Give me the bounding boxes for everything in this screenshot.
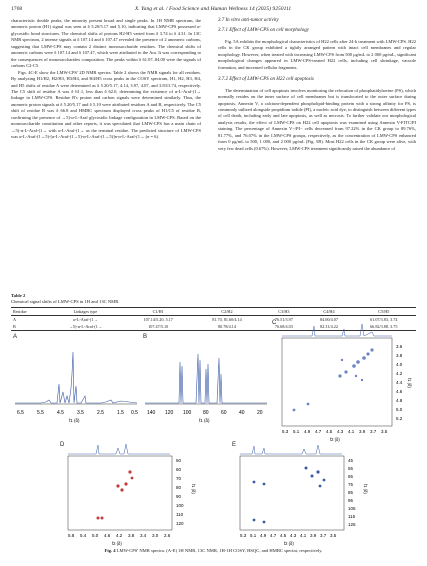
panel-e-hmbc — [232, 442, 382, 548]
cross-peak — [319, 485, 322, 488]
tick-label: 3.9 — [310, 533, 317, 538]
tick-label: 4.1 — [300, 533, 307, 538]
paragraph-apoptosis: The determination of cell apoptosis involves monitoring the relocation of phosphatidylserine (PS), which normally resides on the inner surface of cell membranes but is translocated to the outer surface during apoptosis. Annexin V, a calcium-dependent phospholipid-binding protein with a strong affinity for PS, is commonly utilized alongside propidium iodide (PI), a nucleic acid dye, to distinguish between different types of cell death, including early and late apoptosis, as well as necrosis. To further validate our morphological analysis results, the effect of LMW-CPS on H22 cell apoptosis was examined using Annexin V-FITC/PI staining. The percentage of Annexin V−/PI− cells decreased from 97.22% in the CK group to 89.76%, 81.77%, and 76.07% in the LMW-CPS groups, respectively, as the concentration of LMW-CPS enhanced from 0 μg/mL to 500, 1 000, and 2 000 μg/mL (Fig. 5B). Most H22 cells in the CK group were alive, with very few dead cells (0.67%). However, LMW-CPS treatment significantly raised the abundance of — [218, 87, 416, 151]
tick-label: 5.0 — [92, 533, 99, 538]
tick-label: 4.5 — [57, 410, 64, 416]
cross-peak — [263, 483, 266, 486]
section-heading-3-7-2: 3.7.2 Effect of LMW-CPS on H22 cell apoptosis — [218, 77, 314, 83]
axis-label: f2 (δ) — [112, 541, 122, 546]
tick-label: 85 — [348, 490, 354, 495]
cross-peak — [362, 356, 366, 360]
tick-label: 3.8 — [128, 533, 135, 538]
table-title: Chemical signal shifts of LMW-CPS in 1H and 13C NMR. — [11, 299, 120, 304]
tick-label: 4.7 — [270, 533, 277, 538]
panel-b-13c-nmr — [141, 334, 271, 434]
contour-peaks — [293, 348, 374, 411]
right-column — [218, 18, 416, 152]
tick-label: 3.7 — [370, 429, 377, 434]
journal-reference: X. Yang et al. / Food Science and Human Wellness 14 (2025) 9250111 — [134, 6, 292, 12]
panel-label: D — [60, 442, 65, 448]
cross-peak — [341, 359, 343, 361]
tick-label: 40 — [239, 410, 245, 416]
cross-peak — [366, 352, 369, 355]
page-number: 1768 — [11, 6, 23, 12]
cross-peak — [128, 470, 131, 473]
cross-peak — [131, 477, 134, 480]
tick-label: 3.4 — [140, 533, 147, 538]
table-cell: 82.31/4.22 — [306, 323, 351, 331]
tick-label: 4.5 — [280, 533, 287, 538]
table-header-cell: Residue — [11, 308, 47, 316]
hsqc-contour-plot — [60, 442, 210, 548]
projection-trace — [282, 324, 392, 336]
tick-label: 4.2 — [396, 371, 403, 376]
contour-peaks — [253, 467, 326, 524]
table-caption — [11, 293, 416, 305]
tick-label: 120 — [165, 410, 174, 416]
spectrum-1h-plot — [11, 334, 141, 434]
tick-label: 115 — [348, 514, 356, 519]
tick-label: 5.1 — [293, 429, 300, 434]
cross-peak — [356, 360, 360, 364]
panel-d-hsqc — [60, 442, 210, 548]
plot-frame — [68, 456, 172, 530]
tick-label: 0.5 — [131, 410, 138, 416]
left-column — [11, 18, 201, 141]
contour-peaks — [97, 470, 134, 519]
tick-label: 80 — [176, 485, 182, 490]
section-heading-3-7: 3.7 In vitro anti-tumor activity — [218, 18, 279, 23]
tick-label: 105 — [348, 506, 356, 511]
table-cell: B — [11, 323, 47, 331]
axis-label: f1 (δ) — [69, 418, 80, 423]
cross-peak — [124, 482, 127, 485]
tick-label: 90 — [176, 494, 182, 499]
axis-label: f1 (δ) — [363, 484, 368, 494]
tick-label: 95 — [348, 498, 354, 503]
table-header-cell: C5/H5 — [352, 308, 417, 316]
table-cell: 81.70, 81.60/4.14 — [212, 317, 242, 322]
figure-caption — [0, 548, 427, 553]
table-label: Table 2 — [11, 293, 26, 298]
spectrum-trace — [15, 352, 137, 403]
cross-peak — [253, 519, 256, 522]
table-header-cell: C2/H2 — [193, 308, 262, 316]
x-ticks — [17, 410, 138, 416]
tick-label: 4.4 — [396, 380, 403, 385]
table-header-cell: Linkages type — [47, 308, 124, 316]
tick-label: 4.3 — [290, 533, 297, 538]
tick-label: 5.4 — [80, 533, 87, 538]
tick-label: 4.8 — [396, 398, 403, 403]
paragraph-1h-13c: characteristic double peaks, the minority present broad and single peaks. In 1H NMR spectrum, the anomeric proton (H1) signal was seen at δ 5.20/5.17 and 5.10, indicating that LMW-CPS possessed α-glycosidic bond structures. The chemical shifts of protons H2-H5 varied from δ 3.74 to δ 4.31. In 13C NMR spectrum, 2 intense signals at δ 107.14 and δ 107.47 revealed the presence of 2 anomeric carbons, suggesting that LMW-CPS may contain 2 distinct monosaccharide residues. The chemical shifts of anomeric carbons were δ 107.14 and δ 107.47, which were attributed to the Ara. It was corresponding to the consequences of monosaccharides composition. The peaks within δ 61.07–84.00 were the signals of carbons C2-C5. — [11, 18, 201, 69]
tick-label: 125 — [348, 522, 356, 527]
tick-label: 5.1 — [250, 533, 257, 538]
spectrum-13c-plot — [141, 334, 271, 434]
y-ticks — [396, 344, 403, 421]
tick-label: 2.5 — [97, 410, 104, 416]
cross-peak — [120, 488, 123, 491]
tick-label: 6.5 — [17, 410, 24, 416]
y-ticks — [176, 458, 184, 526]
x-ticks — [282, 429, 388, 434]
table-cell: 66.82/3.88, 3.75 — [352, 323, 417, 331]
tick-label: 4.3 — [337, 429, 344, 434]
table-header-cell: C4/H4 — [306, 308, 351, 316]
table-cell: α-L-Araf-(1→ — [73, 317, 98, 322]
paragraph-cell-morphology: Fig. 5A exhibits the morphological characteristics of H22 cells after 24-h treatment with LMW-CPS. H22 cells in the CK group exhibited a tightly arranged pattern with intact cell membranes and regular morphology. However, when treated with increasing LMW-CPS from 500 μg/mL to 2 000 μg/mL, significant morphological changes appeared in LMW-CPS-treated H22 cells, including cell shrinkage, vacuole formation, and increased cellular fragments. — [218, 38, 416, 70]
tick-label: 5.3 — [240, 533, 247, 538]
cross-peak — [293, 409, 296, 412]
tick-label: 3.9 — [359, 429, 366, 434]
cross-peak — [323, 479, 326, 482]
tick-label: 75 — [348, 482, 354, 487]
table-cell: 61.07/3.83, 3.74 — [370, 317, 398, 322]
tick-label: 55 — [348, 466, 354, 471]
table-header-cell: C1/H1 — [124, 308, 193, 316]
panel-label: E — [232, 442, 237, 448]
cross-peak — [305, 467, 308, 470]
tick-label: 1.5 — [117, 410, 124, 416]
page-header — [11, 6, 415, 16]
cross-peak — [307, 403, 310, 406]
plot-frame — [240, 456, 344, 530]
panel-c-cosy — [272, 320, 422, 448]
tick-label: 20 — [257, 410, 263, 416]
table-cell: 76.68/4.03 — [261, 323, 306, 331]
tick-label: 3.5 — [330, 533, 337, 538]
section-heading-3-7-1: 3.7.1 Effect of LMW-CPS on cell morphology — [218, 28, 309, 34]
tick-label: 4.1 — [348, 429, 355, 434]
cross-peak — [352, 364, 356, 368]
figure-caption-text: LMW-CPS' NMR spectra. (A-E) 1H NMR, 13C NMR, 1H-1H COSY, HSQC, and HMBC spectra, respectively. — [116, 548, 323, 553]
tick-label: 5.3 — [282, 429, 289, 434]
plot-frame — [282, 338, 392, 426]
axis-label: f1 (δ) — [407, 378, 412, 388]
x-ticks — [147, 410, 263, 416]
cross-peak — [316, 470, 319, 473]
tick-label: 3.0 — [152, 533, 159, 538]
cross-peak — [338, 374, 341, 377]
cross-peak — [253, 481, 256, 484]
tick-label: 5.5 — [37, 410, 44, 416]
axis-label: f1 (δ) — [191, 484, 196, 494]
tick-label: 60 — [176, 467, 182, 472]
projection-trace — [240, 445, 342, 454]
tick-label: 140 — [147, 410, 156, 416]
tick-label: 4.2 — [116, 533, 123, 538]
table-header-cell: C3/H3 — [261, 308, 306, 316]
panel-a-1h-nmr — [11, 334, 141, 434]
table-header-row — [11, 308, 416, 316]
tick-label: 45 — [348, 458, 354, 463]
tick-label: 110 — [176, 512, 184, 517]
table-cell: 80.78/4.14 — [193, 323, 262, 331]
cosy-contour-plot — [272, 320, 422, 448]
tick-label: 4.9 — [260, 533, 267, 538]
table-cell: →5)-α-L-Araf-(1→ — [47, 323, 124, 331]
tick-label: 3.5 — [381, 429, 388, 434]
cross-peak — [361, 379, 363, 381]
tick-label: 70 — [176, 476, 182, 481]
hmbc-contour-plot — [232, 442, 382, 548]
tick-label: 80 — [203, 410, 209, 416]
x-ticks — [68, 533, 171, 538]
tick-label: 50 — [176, 458, 182, 463]
y-ticks — [348, 458, 356, 527]
tick-label: 4.9 — [304, 429, 311, 434]
panel-label: A — [13, 334, 18, 340]
axis-label: f1 (δ) — [199, 418, 210, 423]
tick-label: 3.8 — [396, 353, 403, 358]
projection-trace — [68, 444, 170, 454]
table-cell: 107.14/5.20, 5.17 — [143, 317, 173, 322]
cross-peak — [101, 517, 104, 520]
cross-peak — [344, 370, 347, 373]
figure-label: Fig. 4 — [104, 548, 116, 553]
x-ticks — [240, 533, 337, 538]
tick-label: 65 — [348, 474, 354, 479]
tick-label: 5.2 — [396, 416, 403, 421]
tick-label: 4.7 — [315, 429, 322, 434]
tick-label: 120 — [176, 521, 184, 526]
tick-label: 3.5 — [77, 410, 84, 416]
axis-label: f2 (δ) — [284, 541, 294, 546]
tick-label: 4.5 — [326, 429, 333, 434]
paragraph-2d-nmr: Figs. 4C-E show the LMW-CPS' 2D NMR spectra. Table 2 shows the NMR signals for all residues. By analyzing H1/H2, H2/H3, H3/H4, and H4/H5 cross peaks in the COSY spectrum, H1, H2, H3, H4, and H5 shifts of residue A were determined as δ 5.20/5.17, 4.14, 3.97, 4.07, and 3.83/3.74, respectively. The C5 shift of residue A was δ 61.1, less than δ 62.0, determining the existence of α-L-Araf-(1→ linkage in LMW-CPS. Residue B's proton and carbon signals were determined similarly. Thus, the anomeric proton signals at δ 5.20/5.17 and δ 5.10 were attributed residues A and B, respectively. The C5 shift of residue B was δ 66.8 and HMBC spectrum displayed cross peaks of H1/C5 of residue B, confirming the presence of →5)-α-L-Araf glycosidic linkage configuration in LMW-CPS. Based on the monosaccharide constitution and other reports, it was speculated that LMW-CPS has a main chain of →5)-α-L-Araf-(1→ with α-L-Araf-(1→ as the terminal residue. The predicted structure of LMW-CPS was α-L-Araf-(1→5)-[α-L-Araf-(1→5)-α-L-Araf-(1→5)]n-α-L-Araf-(1→ (n = 6). — [11, 69, 201, 140]
panel-label: C — [272, 320, 277, 326]
tick-label: 60 — [221, 410, 227, 416]
table-cell: 84.00/4.07 — [320, 317, 338, 322]
tick-label: 4.6 — [396, 389, 403, 394]
tick-label: 100 — [183, 410, 192, 416]
cross-peak — [355, 375, 357, 377]
tick-label: 5.0 — [396, 407, 403, 412]
cross-peak — [97, 517, 100, 520]
tick-label: 4.0 — [396, 362, 403, 367]
tick-label: 3.6 — [396, 344, 403, 349]
tick-label: 3.7 — [320, 533, 327, 538]
spectrum-trace — [145, 354, 267, 403]
cross-peak — [311, 475, 314, 478]
tick-label: 5.8 — [68, 533, 75, 538]
cross-peak — [263, 521, 266, 524]
tick-label: 4.6 — [104, 533, 111, 538]
table-cell: A — [13, 317, 17, 322]
cross-peak — [116, 484, 119, 487]
table-cell: 76.51/3.97 — [274, 317, 293, 322]
axis-label: f2 (δ) — [330, 437, 340, 442]
cross-peak — [370, 348, 373, 351]
tick-label: 2.6 — [164, 533, 171, 538]
panel-label: B — [143, 334, 148, 340]
tick-label: 100 — [176, 503, 184, 508]
table-cell: 107.47/5.10 — [124, 323, 193, 331]
